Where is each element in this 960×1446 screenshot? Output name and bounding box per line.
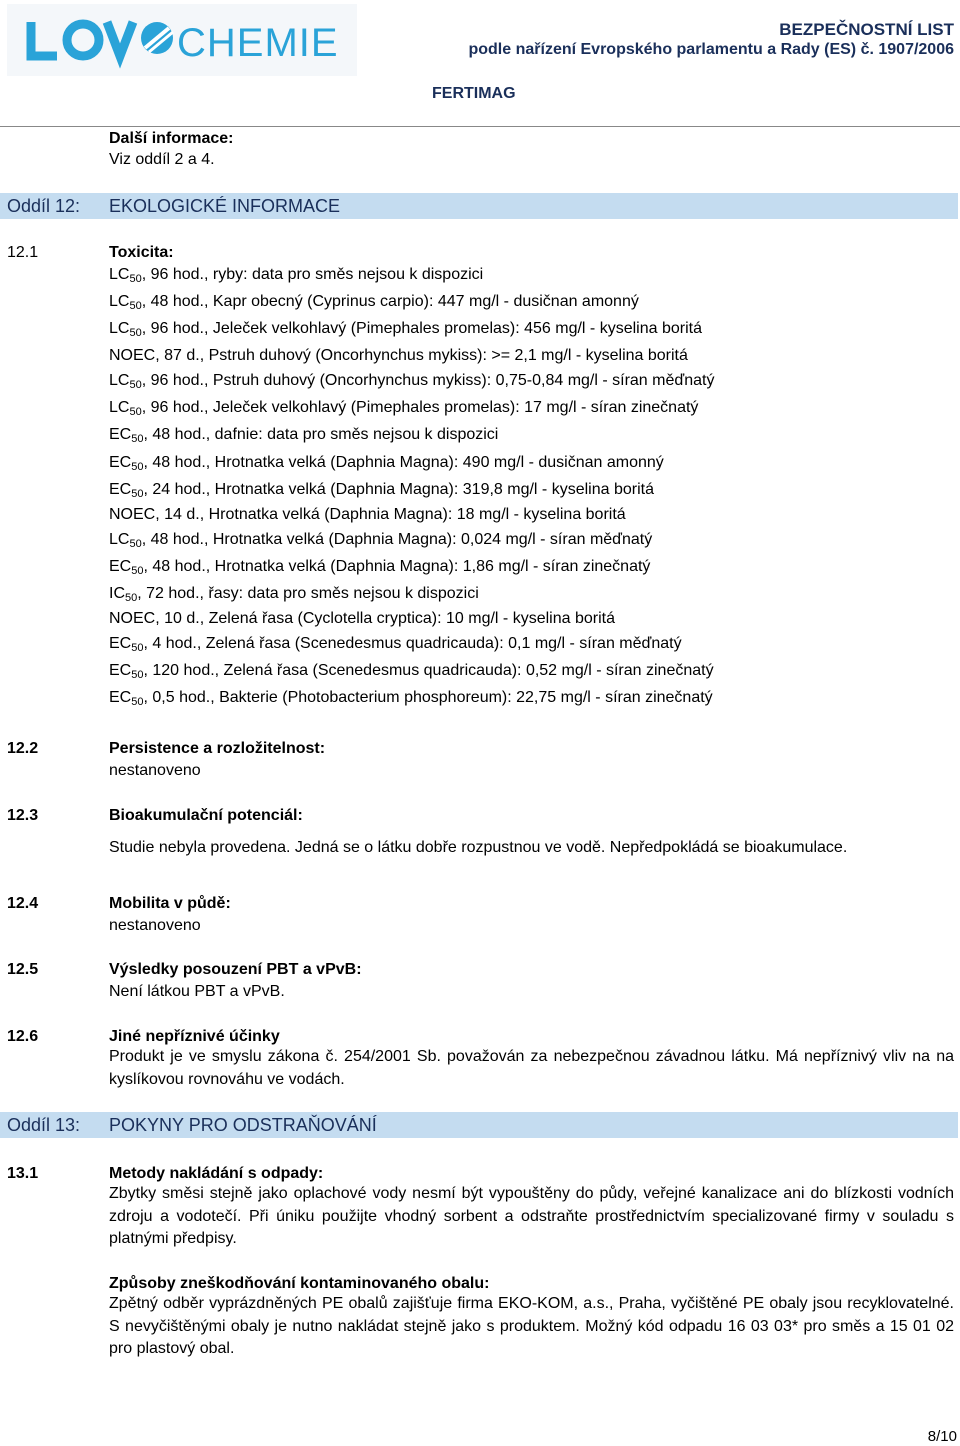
- other-effects-text: Produkt je ve smyslu zákona č. 254/2001 Sb. považován za nebezpečnou závadnou látku. Má nepříznivý vliv na na kyslíkovou rovnováhu ve vodách.: [109, 1048, 954, 1088]
- toxicity-subscript: 50: [129, 327, 142, 339]
- toxicity-subscript: 50: [129, 379, 142, 391]
- packaging-disposal-heading: Způsoby zneškodňování kontaminovaného obalu:: [109, 1275, 490, 1292]
- toxicity-metric: LC: [109, 531, 130, 548]
- subsection-number: 12.1: [7, 244, 39, 261]
- persistence-heading: Persistence a rozložitelnost:: [109, 740, 326, 757]
- toxicity-row: [109, 584, 479, 605]
- toxicity-detail: , 96 hod., Pstruh duhový (Oncorhynchus mykiss): 0,75-0,84 mg/l - síran měďnatý: [141, 372, 715, 389]
- toxicity-detail: , 96 hod., ryby: data pro směs nejsou k dispozici: [141, 266, 484, 283]
- toxicity-metric: LC: [109, 372, 130, 389]
- regulation-reference: podle nařízení Evropského parlamentu a Rady (ES) č. 1907/2006: [468, 41, 954, 58]
- toxicity-row: [109, 319, 702, 340]
- bioaccumulation-text: Studie nebyla provedena. Jedná se o látku dobře rozpustnou ve vodě. Nepředpokládá se bioakumulace.: [109, 839, 848, 856]
- persistence-text: nestanoveno: [109, 762, 201, 779]
- toxicity-metric: EC: [109, 558, 132, 575]
- toxicity-detail: , 24 hod., Hrotnatka velká (Daphnia Magna): 319,8 mg/l - kyselina boritá: [143, 481, 654, 498]
- toxicity-row: [109, 557, 650, 578]
- toxicity-metric: LC: [109, 320, 130, 337]
- subsection-number: 13.1: [7, 1165, 39, 1182]
- toxicity-detail: , 48 hod., Hrotnatka velká (Daphnia Magna): 490 mg/l - dusičnan amonný: [143, 454, 664, 471]
- toxicity-metric: EC: [109, 454, 132, 471]
- product-name: FERTIMAG: [432, 85, 516, 102]
- toxicity-subscript: 50: [131, 488, 144, 500]
- toxicity-metric: LC: [109, 293, 130, 310]
- subsection-number: 12.3: [7, 807, 39, 824]
- toxicity-row: [109, 688, 713, 709]
- toxicity-row: [109, 530, 652, 551]
- pbt-text: Není látkou PBT a vPvB.: [109, 983, 285, 1000]
- toxicity-subscript: 50: [129, 273, 142, 285]
- toxicity-subscript: 50: [131, 696, 144, 708]
- toxicity-metric: NOEC, 87 d., Pstruh duhový (Oncorhynchus mykiss): >= 2,1 mg/l - kyselina boritá: [109, 347, 688, 364]
- toxicity-subscript: 50: [131, 461, 144, 473]
- toxicity-subscript: 50: [131, 433, 144, 445]
- toxicity-row: [109, 480, 654, 501]
- toxicity-metric: EC: [109, 662, 132, 679]
- section-13-title: POKYNY PRO ODSTRAŇOVÁNÍ: [109, 1115, 377, 1135]
- toxicity-detail: , 72 hod., řasy: data pro směs nejsou k dispozici: [137, 585, 479, 602]
- toxicity-row: [109, 292, 639, 313]
- toxicity-detail: , 0,5 hod., Bakterie (Photobacterium phosphoreum): 22,75 mg/l - síran zinečnatý: [143, 689, 713, 706]
- toxicity-detail: , 48 hod., dafnie: data pro směs nejsou k dispozici: [143, 426, 499, 443]
- page-number: 8/10: [927, 1428, 957, 1445]
- toxicity-subscript: 50: [131, 565, 144, 577]
- waste-methods-heading: Metody nakládání s odpady:: [109, 1165, 324, 1182]
- bioaccumulation-heading: Bioakumulační potenciál:: [109, 807, 303, 824]
- toxicity-heading: Toxicita:: [109, 244, 174, 261]
- section-12-title: EKOLOGICKÉ INFORMACE: [109, 196, 341, 216]
- subsection-number: 12.4: [7, 895, 39, 912]
- toxicity-subscript: 50: [129, 406, 142, 418]
- toxicity-subscript: 50: [129, 538, 142, 550]
- toxicity-detail: , 96 hod., Jeleček velkohlavý (Pimephales promelas): 456 mg/l - kyselina boritá: [141, 320, 702, 337]
- mobility-heading: Mobilita v půdě:: [109, 895, 231, 912]
- toxicity-row: [109, 425, 498, 446]
- toxicity-subscript: 50: [129, 300, 142, 312]
- toxicity-row: [109, 265, 483, 286]
- toxicity-metric: LC: [109, 399, 130, 416]
- other-effects-heading: Jiné nepříznivé účinky: [109, 1028, 280, 1045]
- further-info-heading: Další informace:: [109, 130, 234, 147]
- toxicity-detail: , 96 hod., Jeleček velkohlavý (Pimephales promelas): 17 mg/l - síran zinečnatý: [141, 399, 699, 416]
- toxicity-subscript: 50: [125, 592, 138, 604]
- document-title: BEZPEČNOSTNÍ LIST: [779, 20, 954, 39]
- toxicity-row: [109, 453, 664, 474]
- toxicity-row: [109, 346, 688, 365]
- pbt-heading: Výsledky posouzení PBT a vPvB:: [109, 961, 362, 978]
- toxicity-row: [109, 609, 615, 628]
- company-logo: [7, 4, 357, 76]
- logo-wordmark: CHEMIE: [177, 21, 339, 65]
- toxicity-row: [109, 505, 626, 524]
- toxicity-metric: EC: [109, 635, 132, 652]
- subsection-number: 12.6: [7, 1028, 39, 1045]
- waste-methods-text: Zbytky směsi stejně jako oplachové vody nesmí být vypouštěny do půdy, veřejné kanalizace ani do blízkosti vodních zdroju a vodotečí. Při úniku použijte vhodný sorbent a odstraňte prostřednictvím specializované firmy v souladu s platnými předpisy.: [109, 1185, 954, 1247]
- toxicity-metric: IC: [109, 585, 125, 602]
- toxicity-row: [109, 634, 682, 655]
- toxicity-detail: , 48 hod., Hrotnatka velká (Daphnia Magna): 1,86 mg/l - síran zinečnatý: [143, 558, 651, 575]
- toxicity-metric: NOEC, 10 d., Zelená řasa (Cyclotella cryptica): 10 mg/l - kyselina boritá: [109, 610, 615, 627]
- toxicity-metric: LC: [109, 266, 130, 283]
- toxicity-row: [109, 371, 714, 392]
- section-12-number: Oddíl 12:: [7, 196, 81, 216]
- toxicity-detail: , 4 hod., Zelená řasa (Scenedesmus quadricauda): 0,1 mg/l - síran měďnatý: [143, 635, 682, 652]
- header-divider: [0, 126, 960, 127]
- toxicity-row: [109, 661, 714, 682]
- toxicity-metric: EC: [109, 481, 132, 498]
- toxicity-metric: NOEC, 14 d., Hrotnatka velká (Daphnia Magna): 18 mg/l - kyselina boritá: [109, 506, 626, 523]
- toxicity-detail: , 120 hod., Zelená řasa (Scenedesmus quadricauda): 0,52 mg/l - síran zinečnatý: [143, 662, 714, 679]
- toxicity-subscript: 50: [131, 642, 144, 654]
- subsection-number: 12.5: [7, 961, 39, 978]
- further-info-text: Viz oddíl 2 a 4.: [109, 151, 215, 168]
- toxicity-detail: , 48 hod., Kapr obecný (Cyprinus carpio): 447 mg/l - dusičnan amonný: [141, 293, 639, 310]
- toxicity-row: [109, 398, 698, 419]
- toxicity-metric: EC: [109, 426, 132, 443]
- toxicity-metric: EC: [109, 689, 132, 706]
- mobility-text: nestanoveno: [109, 917, 201, 934]
- section-13-number: Oddíl 13:: [7, 1115, 81, 1135]
- toxicity-subscript: 50: [131, 669, 144, 681]
- toxicity-detail: , 48 hod., Hrotnatka velká (Daphnia Magna): 0,024 mg/l - síran měďnatý: [141, 531, 653, 548]
- packaging-disposal-text: Zpětný odběr vyprázdněných PE obalů zajišťuje firma EKO-KOM, a.s., Praha, vyčištěné PE obaly jsou recyklovatelné. S nevyčištěnými obaly je nutno nakládat stejně jako s produktem. Možný kód odpadu 16 03 03* pro směs a 15 01 02 pro plastový obal.: [109, 1295, 954, 1357]
- subsection-number: 12.2: [7, 740, 39, 757]
